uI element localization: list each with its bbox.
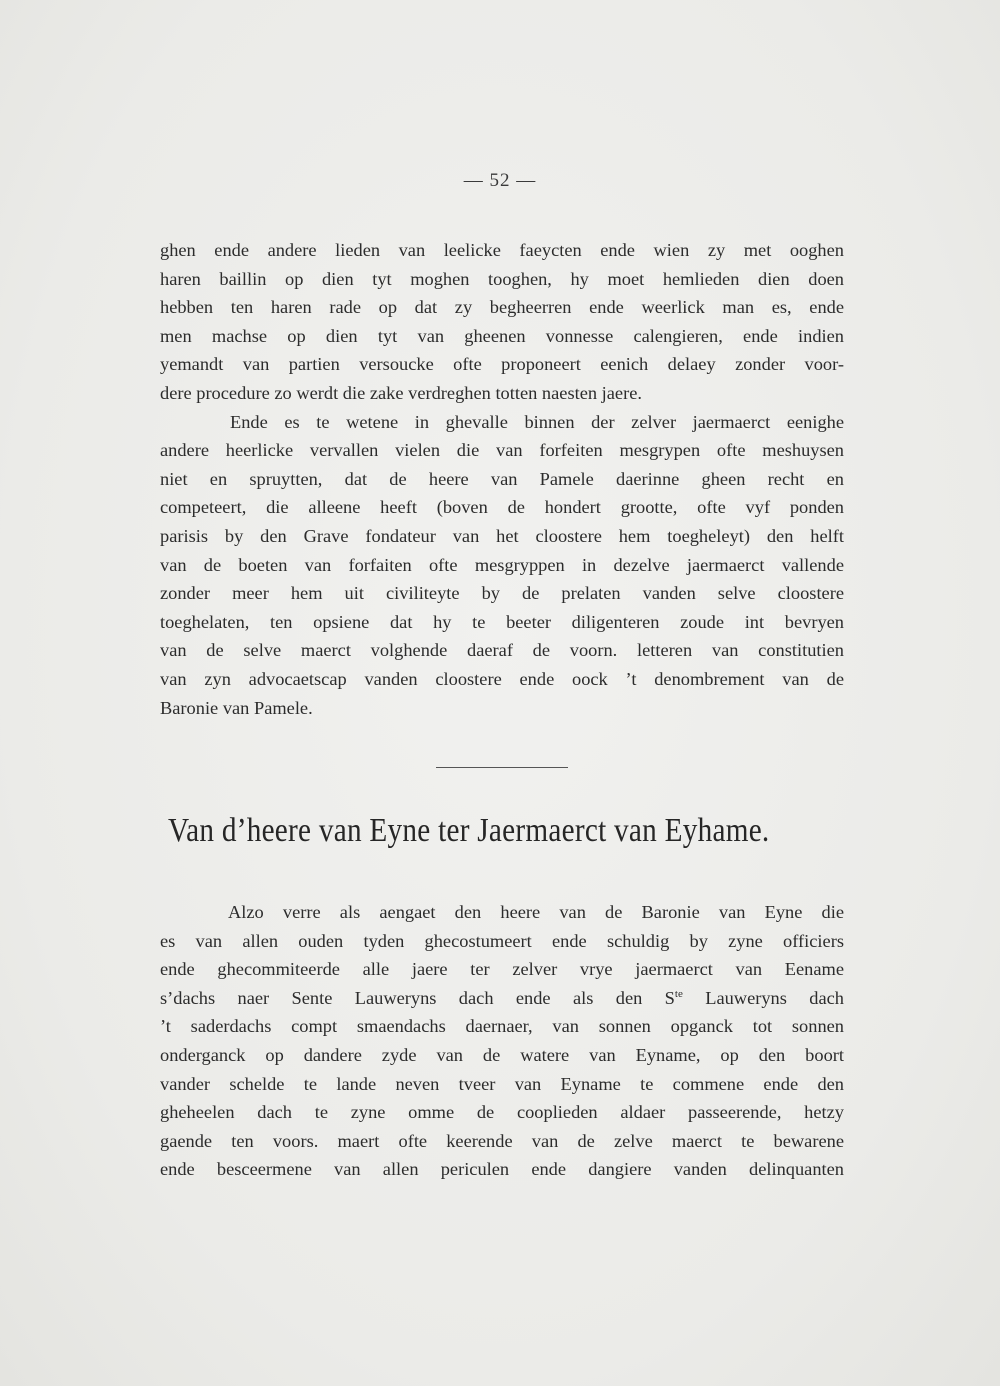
- text-line: vander schelde te lande neven tveer van Eyname te commene ende den: [160, 1073, 844, 1094]
- text-line: Alzo verre als aengaet den heere van de Baronie van Eyne die: [228, 902, 844, 922]
- text-line: parisis by den Grave fondateur van het cloostere hem toegheleyt) den helft: [160, 525, 844, 546]
- text-line: hebben ten haren rade op dat zy begheerren ende weerlick man es, ende: [160, 297, 844, 318]
- text-line: men machse op dien tyt van gheenen vonnesse calengieren, ende indien: [160, 325, 844, 346]
- text-line: toeghelaten, ten opsiene dat hy te beeter diligenteren zoude int bevryen: [160, 611, 844, 632]
- text-line: haren baillin op dien tyt moghen tooghen, hy moet hemlieden dien doen: [160, 268, 844, 289]
- text-line: van de selve maerct volghende daeraf de voorn. letteren van constitutien: [160, 640, 844, 661]
- text-line: es van allen ouden tyden ghecostumeert ende schuldig by zyne officiers: [160, 930, 844, 951]
- text-fragment: Lauweryns dach: [682, 987, 844, 1008]
- text-line: Baronie van Pamele.: [160, 697, 313, 718]
- body-text-section-2: [160, 898, 844, 1184]
- text-line: ende besceermene van allen periculen ende dangiere vanden delinquanten: [160, 1159, 844, 1180]
- page-number: — 52 —: [463, 170, 537, 191]
- text-line: ’t saderdachs compt smaendachs daernaer, van sonnen opganck tot sonnen: [160, 1016, 844, 1037]
- text-line: Ende es te wetene in ghevalle binnen der zelver jaermaerct eenighe: [230, 411, 844, 432]
- text-line: onderganck op dandere zyde van de watere van Eyname, op den boort: [160, 1044, 844, 1065]
- text-line: andere heerlicke vervallen vielen die van forfeiten mesgrypen ofte meshuysen: [160, 440, 844, 461]
- text-line: zonder meer hem uit civiliteyte by de prelaten vanden selve cloostere: [160, 583, 844, 604]
- section-title: Van d’heere van Eyne ter Jaermaerct van Eyhame.: [168, 812, 770, 849]
- text-line: ghen ende andere lieden van leelicke faeycten ende wien zy met ooghen: [160, 240, 844, 260]
- text-line: ende ghecommiteerde alle jaere ter zelver vrye jaermaerct van Eename: [160, 959, 844, 980]
- text-line: competeert, die alleene heeft (boven de hondert grootte, ofte vyf ponden: [160, 497, 844, 518]
- superscript: te: [674, 987, 683, 1000]
- text-line: dere procedure zo werdt die zake verdreghen totten naesten jaere.: [160, 382, 642, 403]
- text-line: niet en spruytten, dat de heere van Pamele daerinne gheen recht en: [160, 468, 844, 489]
- text-line: gheheelen dach te zyne omme de cooplieden aldaer passeerende, hetzy: [160, 1102, 844, 1123]
- text-line: van zyn advocaetscap vanden cloostere ende oock ’t denombrement van de: [160, 668, 844, 689]
- text-line-with-superscript: [160, 984, 844, 1013]
- body-text-section-1: [160, 236, 844, 722]
- text-fragment: s’dachs naer Sente Lauweryns dach ende als den S: [160, 987, 675, 1008]
- text-line: gaende ten voors. maert ofte keerende van de zelve maerct te bewarene: [160, 1130, 844, 1151]
- text-line: van de boeten van forfaiten ofte mesgryppen in dezelve jaermaerct vallende: [160, 554, 844, 575]
- section-divider: [436, 767, 568, 768]
- text-line: yemandt van partien versoucke ofte proponeert eenich delaey zonder voor-: [160, 354, 844, 375]
